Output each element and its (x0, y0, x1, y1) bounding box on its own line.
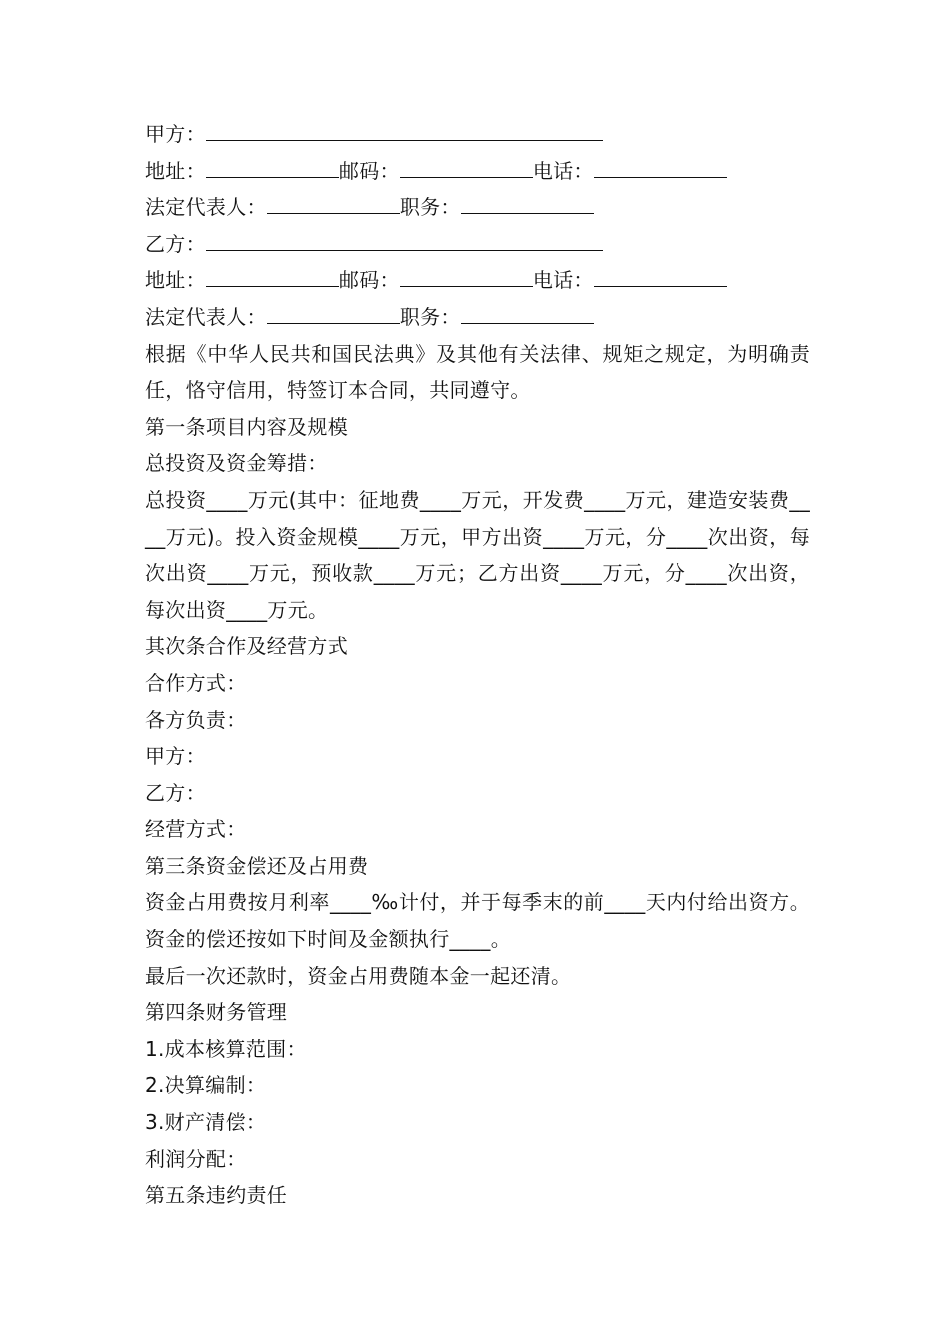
party-a-phone-label: 电话： (532, 158, 594, 183)
party-a-label: 甲方： (145, 122, 206, 146)
party-a-postcode-label: 邮码： (338, 158, 400, 183)
party-a-title-label: 职务： (399, 195, 461, 220)
article-3-heading: 第三条资金偿还及占用费 (145, 853, 369, 878)
article-4-item: 利润分配： (145, 1146, 247, 1171)
party-b-rep-blank[interactable] (267, 301, 400, 324)
article-2-item: 乙方： (145, 780, 206, 805)
preamble: 根据《中华人民共和国民法典》及其他有关法律、规矩之规定，为明确责任，恪守信用，特签订本合同，共同遵守。 (145, 341, 810, 403)
article-4-item: 2.决算编制： (145, 1073, 267, 1098)
party-b-rep-label: 法定代表人： (145, 304, 267, 329)
party-a-address-label: 地址： (145, 158, 206, 183)
article-2-item: 各方负责： (145, 707, 247, 732)
article-2-item: 经营方式： (145, 817, 247, 842)
party-b-rep-line (145, 299, 810, 336)
article-2-item: 合作方式： (145, 670, 247, 695)
party-a-rep-label: 法定代表人： (145, 195, 267, 220)
party-a-rep-blank[interactable] (267, 191, 400, 214)
party-b-phone-label: 电话： (532, 268, 594, 293)
article-1-body: 总投资____万元(其中：征地费____万元，开发费____万元，建造安装费____万元)。投入资金规模____万元，甲方出资____万元，分____次出资，每次出资____万元，预收款____万元；乙方出资____万元，分____次出资，每次出资____万元。 (145, 487, 810, 622)
party-a-postcode-blank[interactable] (400, 155, 533, 178)
party-b-postcode-label: 邮码： (338, 268, 400, 293)
party-b-address-label: 地址： (145, 268, 206, 293)
article-1-subheading: 总投资及资金筹措： (145, 451, 328, 476)
party-a-phone-blank[interactable] (594, 155, 727, 178)
party-b-name-blank[interactable] (206, 228, 603, 251)
party-a-title-blank[interactable] (461, 191, 594, 214)
party-b-postcode-blank[interactable] (400, 264, 533, 287)
party-b-phone-blank[interactable] (594, 264, 727, 287)
article-5-heading: 第五条违约责任 (145, 1183, 288, 1208)
party-b-line (145, 226, 810, 263)
article-4-item: 1.成本核算范围： (145, 1036, 307, 1061)
article-3-final: 最后一次还款时，资金占用费随本金一起还清。 (145, 963, 572, 988)
article-3-body: 资金占用费按月利率____‰计付，并于每季末的前____天内付给出资方。资金的偿还按如下时间及金额执行____。 (145, 890, 810, 952)
party-a-address-blank[interactable] (206, 155, 339, 178)
contract-document (145, 116, 810, 1214)
article-1-heading: 第一条项目内容及规模 (145, 414, 348, 439)
party-b-title-blank[interactable] (461, 301, 594, 324)
party-a-rep-line (145, 189, 810, 226)
party-b-label: 乙方： (145, 231, 206, 256)
party-b-contact-line (145, 262, 810, 299)
article-4-heading: 第四条财务管理 (145, 1000, 288, 1025)
party-b-address-blank[interactable] (206, 264, 339, 287)
article-2-heading: 其次条合作及经营方式 (145, 634, 348, 659)
party-b-title-label: 职务： (399, 304, 461, 329)
party-a-name-blank[interactable] (206, 118, 603, 141)
article-4-item: 3.财产清偿： (145, 1110, 267, 1135)
party-a-line (145, 116, 810, 153)
party-a-contact-line (145, 153, 810, 190)
article-2-item: 甲方： (145, 744, 206, 769)
